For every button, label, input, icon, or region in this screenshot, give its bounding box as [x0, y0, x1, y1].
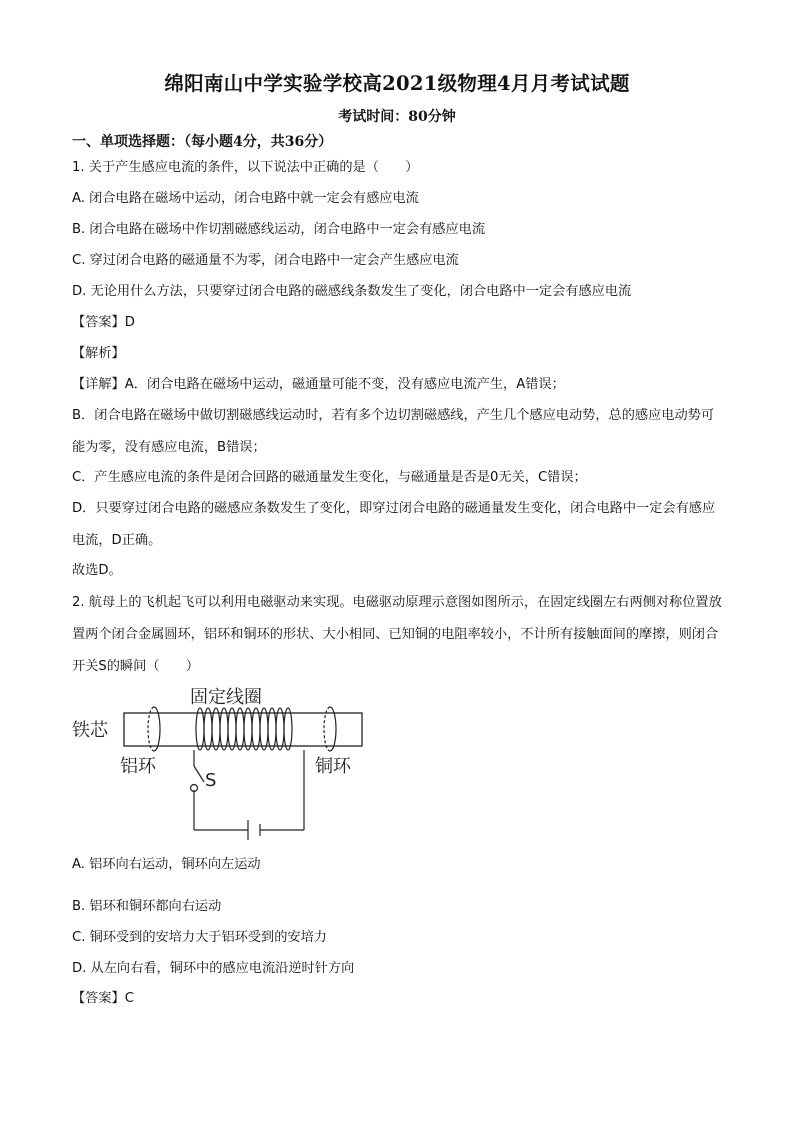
section-heading: 一、单项选择题：（每小题4分，共36分） — [72, 134, 333, 150]
q1-analysis-c: C．产生感应电流的条件是闭合回路的磁通量发生变化，与磁通量是否是0无关，C错误； — [72, 470, 587, 485]
label-iron-core: 铁芯 — [72, 720, 108, 741]
q1-conclusion: 故选D。 — [72, 563, 122, 578]
electromagnetic-drive-diagram — [68, 680, 368, 845]
q1-answer: 【答案】D — [72, 315, 135, 330]
fixed-coil — [196, 708, 292, 750]
label-aluminum-ring: 铝环 — [120, 756, 156, 777]
q2-option-b: B. 铝环和铜环都向右运动 — [72, 899, 222, 914]
exam-title: 绵阳南山中学实验学校高2021级物理4月月考试试题 — [164, 72, 630, 95]
label-copper-ring: 铜环 — [315, 756, 351, 777]
q1-option-d: D. 无论用什么方法，只要穿过闭合电路的磁感线条数发生了变化，闭合电路中一定会有感应电流 — [72, 284, 632, 299]
q1-analysis-a: 【详解】A．闭合电路在磁场中运动，磁通量可能不变，没有感应电流产生，A错误； — [72, 377, 565, 392]
label-switch: S — [205, 770, 217, 791]
q1-stem: 1. 关于产生感应电流的条件，以下说法中正确的是（ ） — [72, 160, 419, 175]
q2-option-c: C. 铜环受到的安培力大于铝环受到的安培力 — [72, 930, 327, 945]
q1-analysis-label: 【解析】 — [72, 346, 125, 361]
exam-time: 考试时间：80分钟 — [338, 109, 456, 125]
q2-option-a: A. 铝环向右运动，铜环向左运动 — [72, 857, 261, 872]
q2-stem: 2. 航母上的飞机起飞可以利用电磁驱动来实现。电磁驱动原理示意图如图所示，在固定线圈左右两侧对称位置放置两个闭合金属圆环，铝环和铜环的形状、大小相同、已知铜的电阻率较小，不计所有接触面间的摩擦，则闭合开关S的瞬间（ ） — [72, 595, 722, 674]
q2-option-d: D. 从左向右看，铜环中的感应电流沿逆时针方向 — [72, 961, 355, 976]
q1-analysis-b: B．闭合电路在磁场中做切割磁感线运动时，若有多个边切割磁感线，产生几个感应电动势，总的感应电动势可能为零，没有感应电流，B错误； — [72, 408, 715, 455]
q1-analysis-d: D．只要穿过闭合电路的磁感应条数发生了变化，即穿过闭合电路的磁通量发生变化，闭合电路中一定会有感应电流，D正确。 — [72, 501, 716, 548]
q1-option-a: A. 闭合电路在磁场中运动，闭合电路中就一定会有感应电流 — [72, 191, 419, 206]
q1-option-c: C. 穿过闭合电路的磁通量不为零，闭合电路中一定会产生感应电流 — [72, 253, 459, 268]
q1-option-b: B. 闭合电路在磁场中作切割磁感线运动，闭合电路中一定会有感应电流 — [72, 222, 486, 237]
q2-answer: 【答案】C — [72, 991, 134, 1006]
label-fixed-coil: 固定线圈 — [190, 687, 262, 708]
circuit-wires — [194, 750, 304, 840]
